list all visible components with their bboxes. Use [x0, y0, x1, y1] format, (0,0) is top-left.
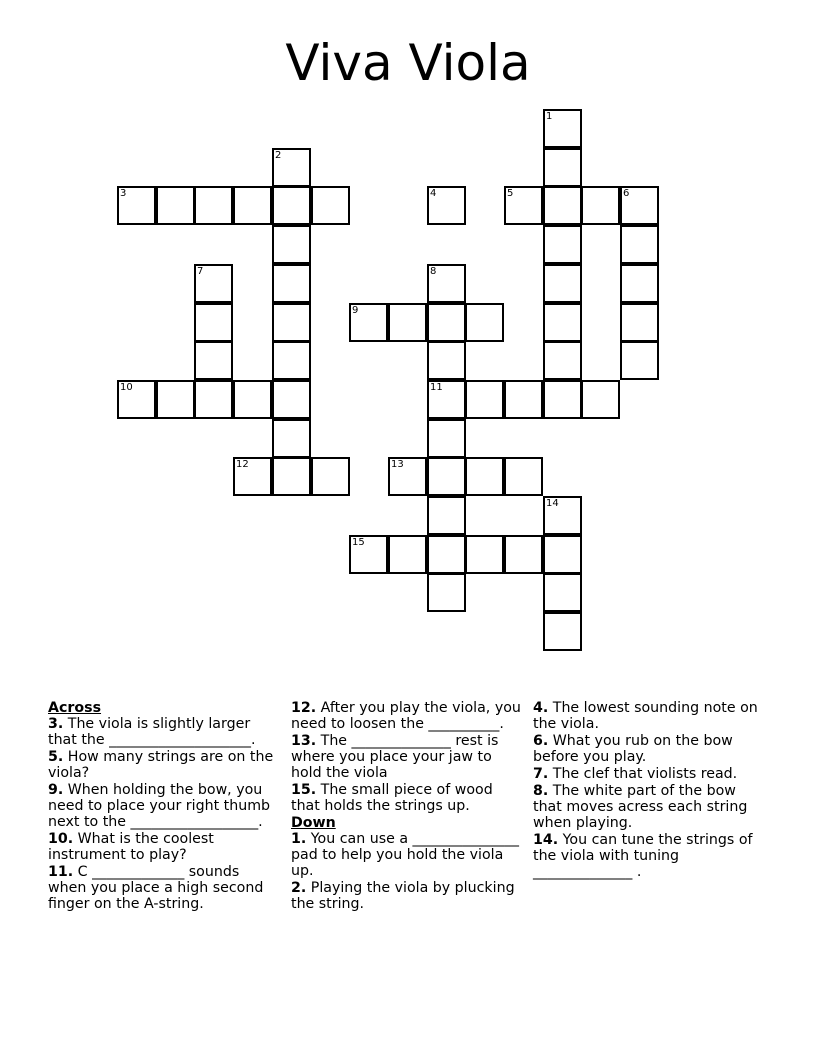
- clue-text: You can use a _______________ pad to help you hold the viola up.: [291, 831, 519, 879]
- clue-down-7: [533, 766, 768, 782]
- clue-number: 13.: [291, 733, 317, 749]
- grid-cell[interactable]: [311, 457, 350, 496]
- clue-text: The small piece of wood that holds the strings up.: [291, 782, 493, 814]
- grid-cell[interactable]: [465, 380, 504, 419]
- grid-cell[interactable]: [194, 186, 233, 225]
- grid-cell[interactable]: [504, 457, 543, 496]
- grid-cell[interactable]: [233, 380, 272, 419]
- grid-cell[interactable]: [233, 457, 272, 496]
- grid-cell[interactable]: [194, 380, 233, 419]
- grid-cell[interactable]: [465, 535, 504, 574]
- grid-cell[interactable]: [427, 457, 466, 496]
- page-title: Viva Viola: [285, 34, 531, 92]
- clue-text: What is the coolest instrument to play?: [48, 831, 214, 863]
- clue-down-6: [533, 733, 768, 765]
- grid-cell[interactable]: [272, 264, 311, 303]
- cell-number: 1: [546, 111, 553, 122]
- clue-number: 7.: [533, 766, 549, 782]
- grid-cell[interactable]: [117, 380, 156, 419]
- clue-text: After you play the viola, you need to loosen the __________.: [291, 700, 521, 732]
- cell-number: 15: [352, 537, 365, 548]
- clue-down-8: [533, 783, 768, 831]
- clues-column-3: [533, 700, 768, 881]
- cell-number: 4: [430, 188, 437, 199]
- grid-cell[interactable]: [272, 303, 311, 342]
- clue-across-13: [291, 733, 523, 781]
- clues-column-2: [291, 700, 523, 913]
- grid-cell[interactable]: [581, 380, 620, 419]
- grid-cell[interactable]: [272, 341, 311, 380]
- grid-cell[interactable]: [543, 380, 582, 419]
- grid-cell[interactable]: [543, 573, 582, 612]
- clue-across-15: [291, 782, 523, 814]
- clue-across-12: [291, 700, 523, 732]
- grid-cell[interactable]: [543, 109, 582, 148]
- grid-cell[interactable]: [427, 496, 466, 535]
- cell-number: 2: [275, 150, 282, 161]
- clue-down-4: [533, 700, 768, 732]
- grid-cell[interactable]: [349, 535, 388, 574]
- grid-cell[interactable]: [427, 535, 466, 574]
- grid-cell[interactable]: [620, 341, 659, 380]
- clue-text: What you rub on the bow before you play.: [533, 733, 733, 765]
- grid-cell[interactable]: [156, 186, 195, 225]
- clue-text: The viola is slightly larger that the ____________________.: [48, 716, 256, 748]
- grid-cell[interactable]: [427, 419, 466, 458]
- clue-number: 11.: [48, 864, 74, 880]
- grid-cell[interactable]: [311, 186, 350, 225]
- clue-number: 15.: [291, 782, 317, 798]
- grid-cell[interactable]: [543, 341, 582, 380]
- across-heading: Across: [48, 700, 102, 716]
- grid-cell[interactable]: [504, 535, 543, 574]
- grid-cell[interactable]: [194, 341, 233, 380]
- clue-number: 12.: [291, 700, 317, 716]
- grid-cell[interactable]: [543, 225, 582, 264]
- grid-cell[interactable]: [117, 186, 156, 225]
- grid-cell[interactable]: [194, 264, 233, 303]
- cell-number: 6: [623, 188, 630, 199]
- grid-cell[interactable]: [620, 303, 659, 342]
- clue-number: 1.: [291, 831, 307, 847]
- clue-text: How many strings are on the viola?: [48, 749, 274, 781]
- cell-number: 14: [546, 498, 559, 509]
- cell-number: 5: [507, 188, 514, 199]
- cell-number: 11: [430, 382, 443, 393]
- grid-cell[interactable]: [272, 457, 311, 496]
- grid-cell[interactable]: [272, 225, 311, 264]
- clue-text: The clef that violists read.: [548, 766, 738, 782]
- grid-cell[interactable]: [388, 303, 427, 342]
- clue-number: 4.: [533, 700, 549, 716]
- cell-number: 10: [120, 382, 133, 393]
- grid-cell[interactable]: [427, 264, 466, 303]
- grid-cell[interactable]: [233, 186, 272, 225]
- clue-number: 2.: [291, 880, 307, 896]
- clue-across-10: [48, 831, 280, 863]
- clue-number: 8.: [533, 783, 549, 799]
- clue-number: 5.: [48, 749, 64, 765]
- grid-cell[interactable]: [272, 419, 311, 458]
- clue-text: C _____________ sounds when you place a high second finger on the A-string.: [48, 864, 264, 912]
- grid-cell[interactable]: [543, 496, 582, 535]
- grid-cell[interactable]: [388, 535, 427, 574]
- grid-cell[interactable]: [388, 457, 427, 496]
- grid-cell[interactable]: [427, 186, 466, 225]
- grid-cell[interactable]: [427, 303, 466, 342]
- clue-across-5: [48, 749, 280, 781]
- grid-cell[interactable]: [504, 186, 543, 225]
- clue-across-9: [48, 782, 280, 830]
- clue-text: You can tune the strings of the viola with tuning ______________ .: [533, 832, 753, 880]
- grid-cell[interactable]: [543, 148, 582, 187]
- clue-number: 6.: [533, 733, 549, 749]
- grid-cell[interactable]: [504, 380, 543, 419]
- grid-cell[interactable]: [581, 186, 620, 225]
- clue-text: When holding the bow, you need to place your right thumb next to the __________________.: [48, 782, 271, 830]
- grid-cell[interactable]: [427, 380, 466, 419]
- cell-number: 13: [391, 459, 404, 470]
- clue-number: 9.: [48, 782, 64, 798]
- cell-number: 7: [197, 266, 204, 277]
- grid-cell[interactable]: [427, 573, 466, 612]
- down-heading: Down: [291, 815, 336, 831]
- grid-cell[interactable]: [620, 264, 659, 303]
- cell-number: 12: [236, 459, 249, 470]
- grid-cell[interactable]: [543, 535, 582, 574]
- clue-down-2: [291, 880, 523, 912]
- grid-cell[interactable]: [272, 186, 311, 225]
- clues-column-1: [48, 700, 280, 913]
- grid-cell[interactable]: [465, 457, 504, 496]
- grid-cell[interactable]: [620, 225, 659, 264]
- clue-down-1: [291, 831, 523, 879]
- clue-down-14: [533, 832, 768, 880]
- clue-across-3: [48, 716, 280, 748]
- grid-cell[interactable]: [620, 186, 659, 225]
- grid-cell[interactable]: [465, 303, 504, 342]
- grid-cell[interactable]: [543, 186, 582, 225]
- grid-cell[interactable]: [349, 303, 388, 342]
- clue-across-11: [48, 864, 280, 912]
- cell-number: 9: [352, 305, 359, 316]
- grid-cell[interactable]: [543, 303, 582, 342]
- clue-text: The lowest sounding note on the viola.: [533, 700, 758, 732]
- grid-cell[interactable]: [427, 341, 466, 380]
- grid-cell[interactable]: [194, 303, 233, 342]
- clue-number: 10.: [48, 831, 74, 847]
- clue-number: 14.: [533, 832, 559, 848]
- clue-number: 3.: [48, 716, 64, 732]
- grid-cell[interactable]: [156, 380, 195, 419]
- grid-cell[interactable]: [272, 380, 311, 419]
- grid-cell[interactable]: [543, 264, 582, 303]
- cell-number: 3: [120, 188, 127, 199]
- grid-cell[interactable]: [272, 148, 311, 187]
- clue-text: Playing the viola by plucking the string.: [291, 880, 515, 912]
- cell-number: 8: [430, 266, 437, 277]
- clue-text: The white part of the bow that moves acress each string when playing.: [533, 783, 748, 831]
- grid-cell[interactable]: [543, 612, 582, 651]
- clue-text: The ______________ rest is where you place your jaw to hold the viola: [291, 733, 499, 781]
